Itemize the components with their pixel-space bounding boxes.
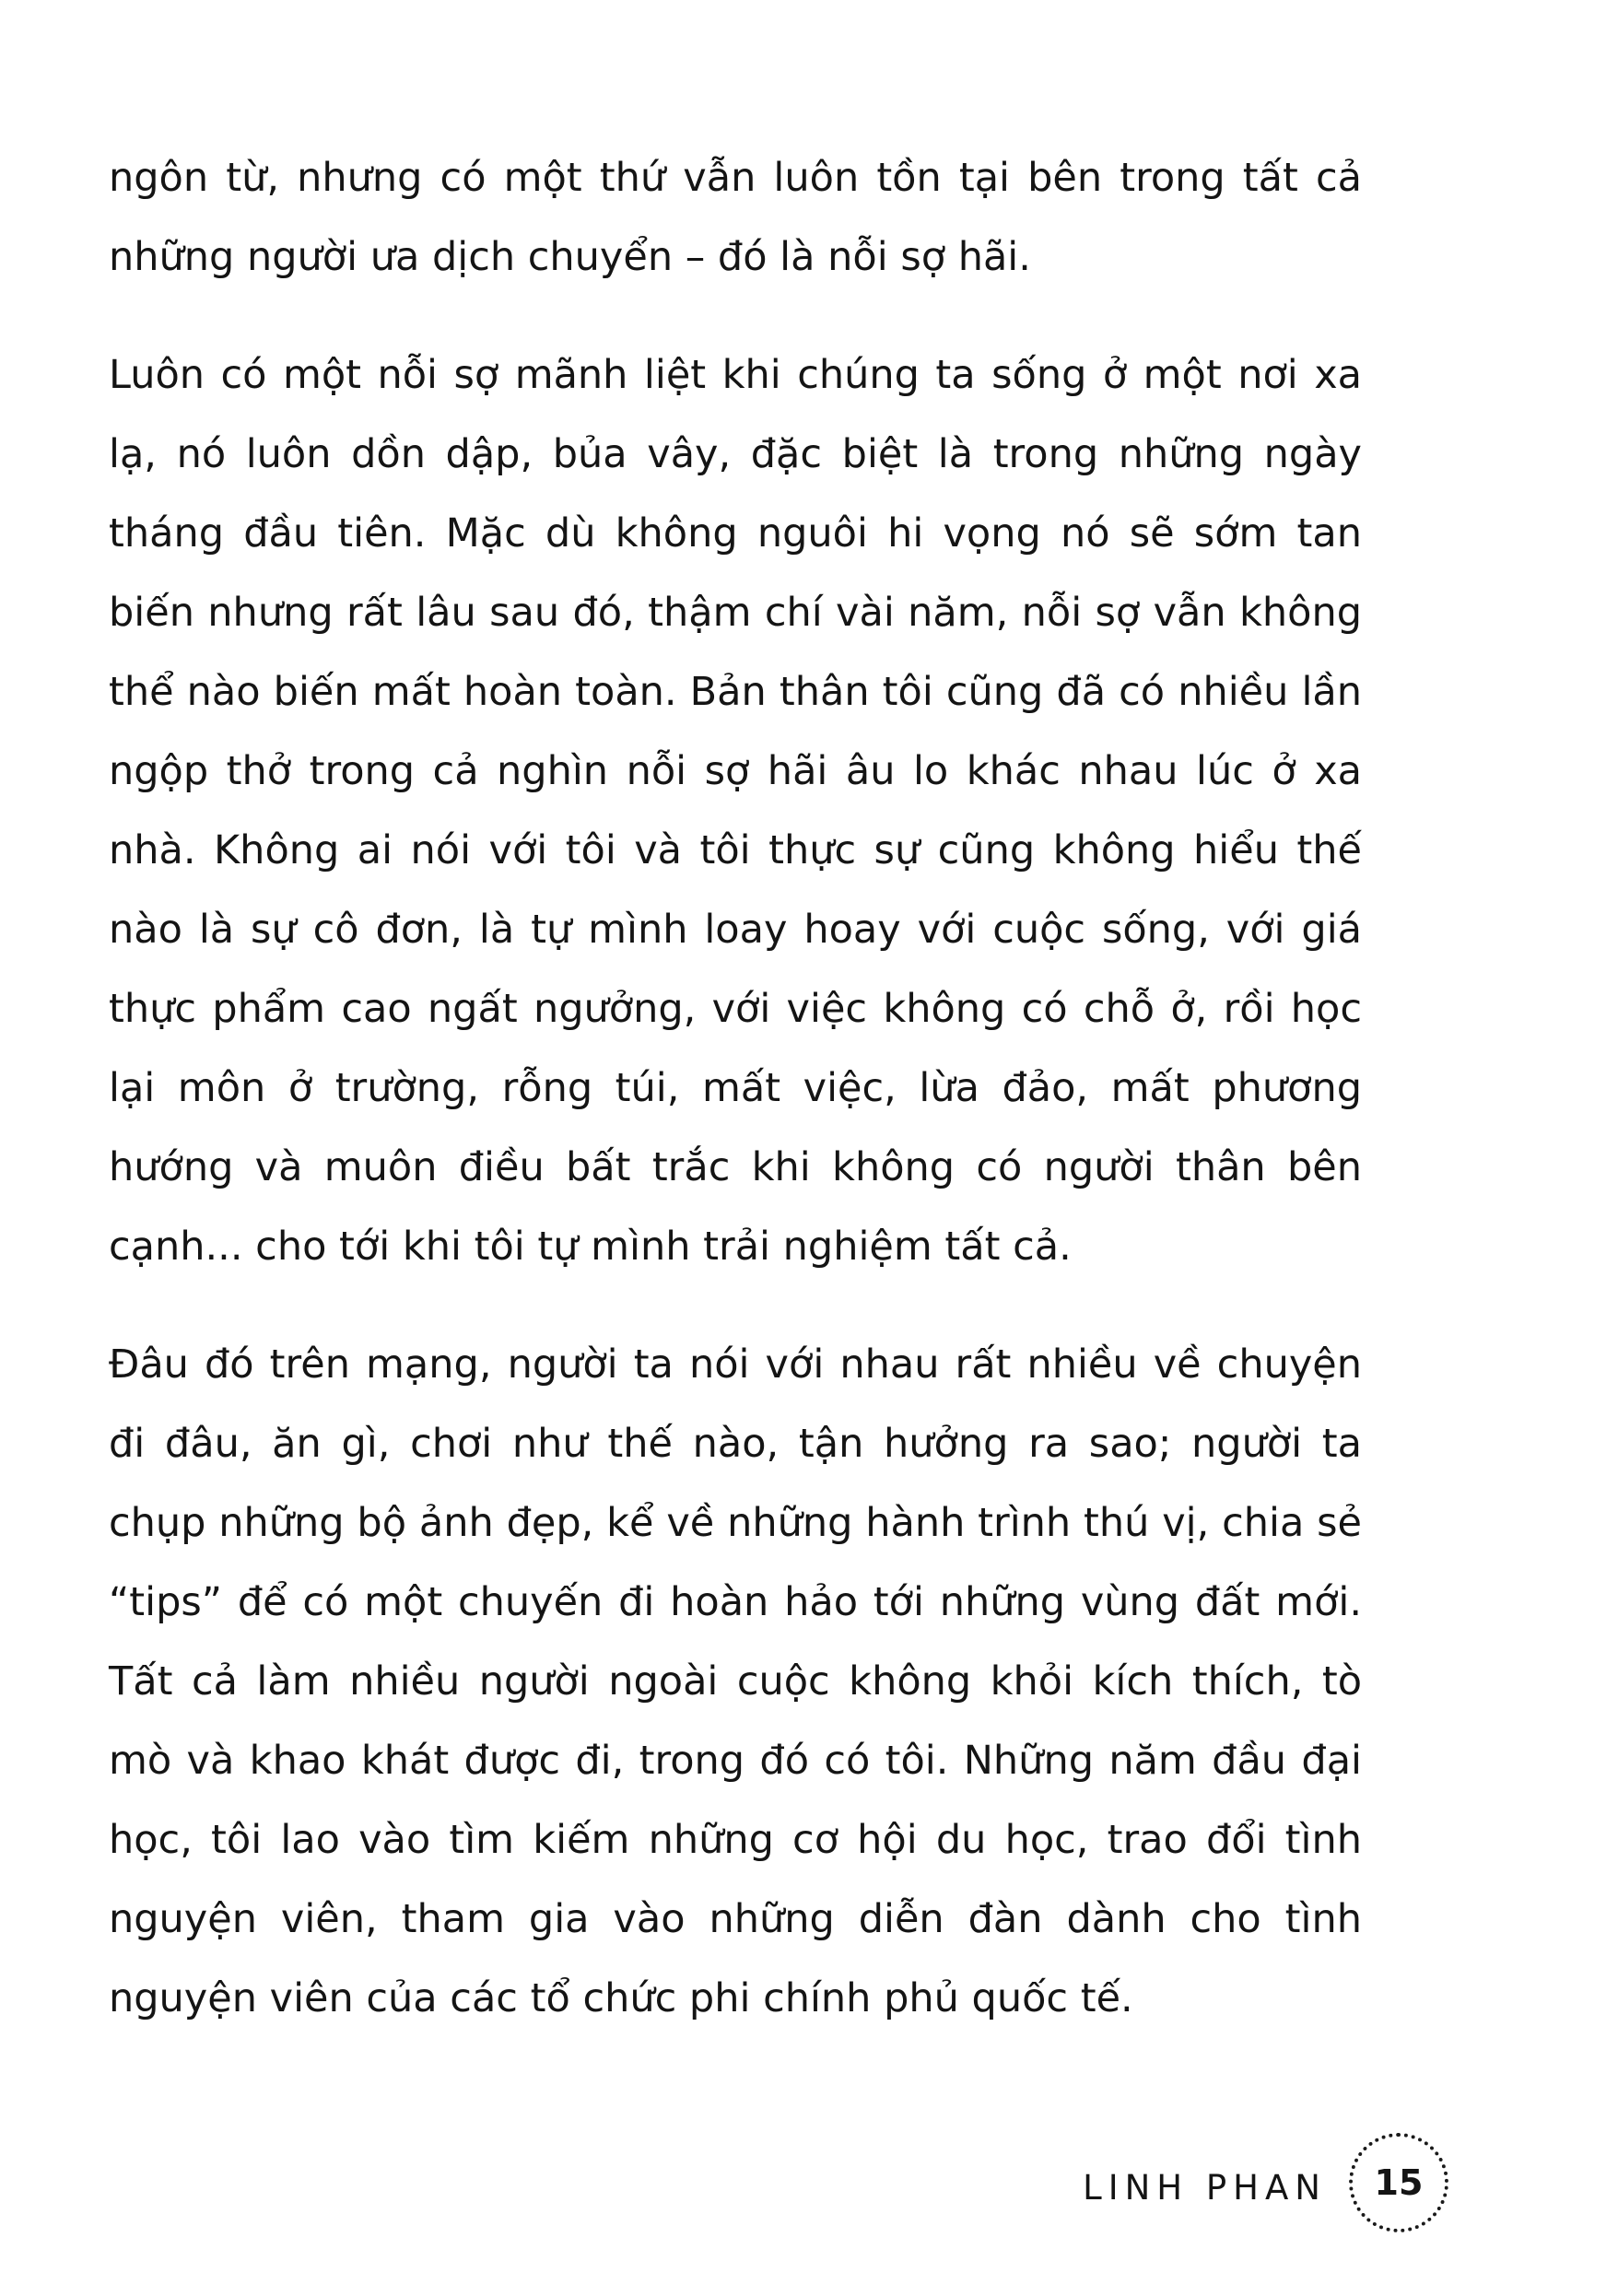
- paragraph-1: ngôn từ, nhưng có một thứ vẫn luôn tồn tại bên trong tất cả những người ưa dịch chuyển – đó là nỗi sợ hãi.: [109, 155, 1362, 280]
- paragraph-2: Luôn có một nỗi sợ mãnh liệt khi chúng ta sống ở một nơi xa lạ, nó luôn dồn dập, bủa vây, đặc biệt là trong những ngày tháng đầu tiên. Mặc dù không nguôi hi vọng nó sẽ sớm tan biến nhưng rất lâu sau đó, thậm chí vài năm, nỗi sợ vẫn không thể nào biến mất hoàn toàn. Bản thân tôi cũng đã có nhiều lần ngộp thở trong cả nghìn nỗi sợ hãi âu lo khác nhau lúc ở xa nhà. Không ai nói với tôi và tôi thực sự cũng không hiểu thế nào là sự cô đơn, là tự mình loay hoay với cuộc sống, với giá thực phẩm cao ngất ngưởng, với việc không có chỗ ở, rồi học lại môn ở trường, rỗng túi, mất việc, lừa đảo, mất phương hướng và muôn điều bất trắc khi không có người thân bên cạnh... cho tới khi tôi tự mình trải nghiệm tất cả.: [109, 352, 1362, 1270]
- page-footer: [1083, 2133, 1511, 2243]
- page-number: 15: [1374, 2162, 1424, 2203]
- paragraph-3: Đâu đó trên mạng, người ta nói với nhau rất nhiều về chuyện đi đâu, ăn gì, chơi như thế nào, tận hưởng ra sao; người ta chụp những bộ ảnh đẹp, kể về những hành trình thú vị, chia sẻ “tips” để có một chuyến đi hoàn hảo tới những vùng đất mới. Tất cả làm nhiều người ngoài cuộc không khỏi kích thích, tò mò và khao khát được đi, trong đó có tôi. Những năm đầu đại học, tôi lao vào tìm kiếm những cơ hội du học, trao đổi tình nguyện viên, tham gia vào những diễn đàn dành cho tình nguyện viên của các tổ chức phi chính phủ quốc tế.: [109, 1341, 1362, 2021]
- body-text: [109, 138, 1362, 2038]
- page-number-badge: [1349, 2133, 1448, 2232]
- author-name: LINH PHAN: [1083, 2168, 1327, 2208]
